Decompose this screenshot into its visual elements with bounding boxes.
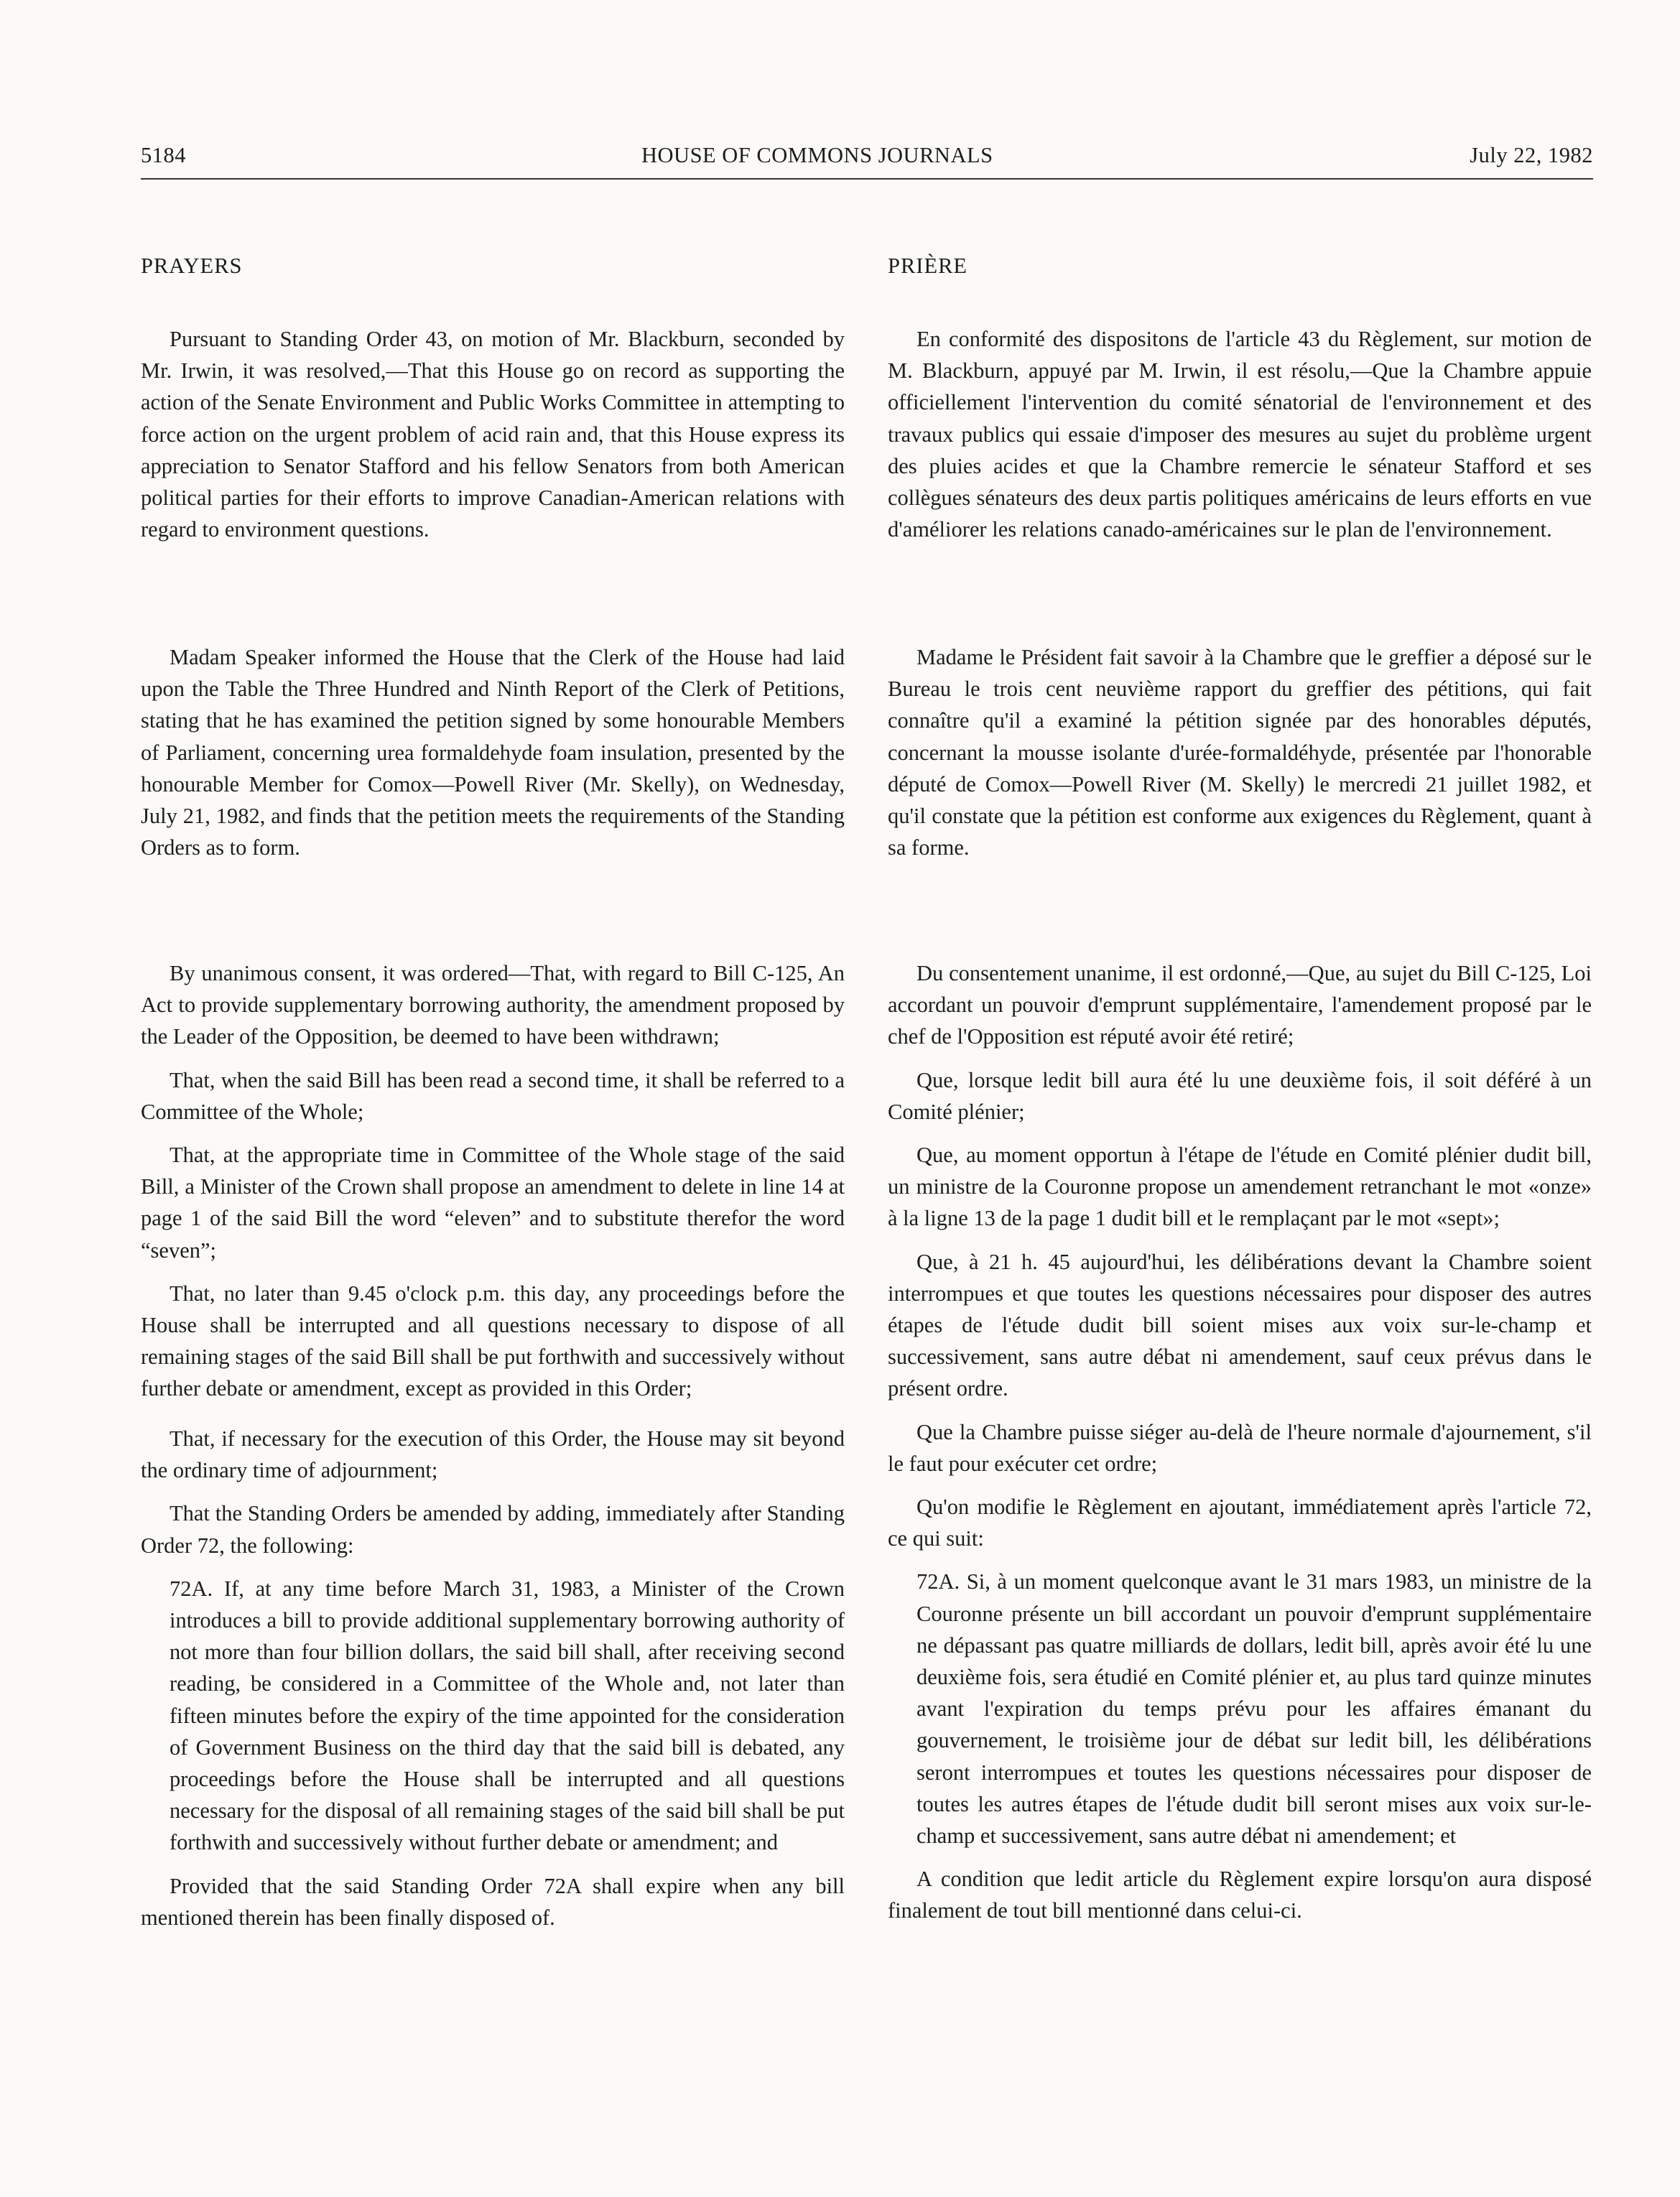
french-paragraph: Que la Chambre puisse siéger au-delà de l'heure normale d'ajournement, s'il le faut pour exécuter cet ordre;	[888, 1419, 1592, 1476]
french-order-block	[888, 957, 1592, 1927]
english-paragraph: That, if necessary for the execution of this Order, the House may sit beyond the ordinary time of adjournment;	[141, 1426, 845, 1483]
english-standing-order-72a: 72A. If, at any time before March 31, 1983, a Minister of the Crown introduces a bill to provide additional supplementary borrowing authority of not more than four billion dollars, the said bill shall, after receiving second reading, be considered in a Committee of the Whole and, not later than fifteen minutes before the expiry of the time appointed for the consideration of Government Business on the third day that the said bill is debated, any proceedings before the House shall be interrupted and all questions necessary for the disposal of all remaining stages of the said bill shall be put forthwith and successively without further debate or amendment; and	[170, 1576, 845, 1855]
french-paragraph: Que, à 21 h. 45 aujourd'hui, les délibérations devant la Chambre soient interrompues et que toutes les questions nécessaires pour disposer des autres étapes de l'étude dudit bill soient mises aux voix sur-le-champ et successivement, sans autre débat ni amendement, sauf ceux prévus dans le présent ordre.	[888, 1249, 1592, 1401]
french-paragraph: A condition que ledit article du Règlement expire lorsqu'on aura disposé finalement de tout bill mentionné dans celui-ci.	[888, 1867, 1592, 1923]
french-standing-order-72a: 72A. Si, à un moment quelconque avant le 31 mars 1983, un ministre de la Couronne présente un bill accordant un pouvoir d'emprunt supplémentaire ne dépassant pas quatre milliards de dollars, ledit bill, après avoir été lu une deuxième fois, sera étudié en Comité plénier et, au plus tard quinze minutes avant l'expiration du temps prévu pour les affaires émanant du gouvernement, le troisième jour de débat sur ledit bill, les délibérations seront interrompues et toutes les questions nécessaires pour disposer de toutes les autres étapes de l'étude dudit bill seront mises aux voix sur-le-champ et successivement, sans autre débat ni amendement; et	[916, 1569, 1592, 1849]
french-paragraph: Madame le Président fait savoir à la Chambre que le greffier a déposé sur le Bureau le trois cent neuvième rapport du greffier des pétitions, qui fait connaître qu'il a examiné la pétition signée par des honorables députés, concernant la mousse isolante d'urée-formaldéhyde, présentée par l'honorable député de Comox—Powell River (M. Skelly) le mercredi 21 juillet 1982, et qu'il constate que la pétition est conforme aux exigences du Règlement, quant à sa forme.	[888, 645, 1592, 860]
french-paragraph: Du consentement unanime, il est ordonné,—Que, au sujet du Bill C-125, Loi accordant un pouvoir d'emprunt supplémentaire, l'amendement proposé par le chef de l'Opposition est réputé avoir été retiré;	[888, 961, 1592, 1049]
french-paragraph-2-block	[888, 641, 1592, 863]
french-paragraph: Que, au moment opportun à l'étape de l'étude en Comité plénier dudit bill, un ministre de la Couronne propose un amendement retranchant le mot «onze» à la ligne 13 de la page 1 dudit bill et le remplaçant par le mot «sept»;	[888, 1143, 1592, 1231]
journal-title: HOUSE OF COMMONS JOURNALS	[641, 143, 993, 167]
french-paragraph-1-block	[888, 323, 1592, 545]
french-paragraph: Qu'on modifie le Règlement en ajoutant, immédiatement après l'article 72, ce qui suit:	[888, 1495, 1592, 1551]
page-number: 5184	[141, 143, 186, 167]
english-order-block-2	[141, 1423, 845, 1933]
english-order-block	[141, 957, 845, 1405]
french-paragraph: En conformité des dispositons de l'article 43 du Règlement, sur motion de M. Blackburn, appuyé par M. Irwin, il est résolu,—Que la Chambre appuie officiellement l'intervention du comité sénatorial de l'environnement et des travaux publics qui essaie d'imposer des mesures au sujet du problème urgent des pluies acides et que la Chambre remercie le sénateur Stafford et ses collègues sénateurs des deux partis politiques américains de leurs efforts en vue d'améliorer les relations canado-américaines sur le plan de l'environnement.	[888, 327, 1592, 542]
english-paragraph-2-block	[141, 641, 845, 863]
english-paragraph: Provided that the said Standing Order 72A shall expire when any bill mentioned therein has been finally disposed of.	[141, 1873, 845, 1930]
french-paragraph: Que, lorsque ledit bill aura été lu une deuxième fois, il soit déféré à un Comité plénier;	[888, 1067, 1592, 1124]
english-paragraph-1-block	[141, 323, 845, 545]
english-paragraph: Pursuant to Standing Order 43, on motion of Mr. Blackburn, seconded by Mr. Irwin, it was resolved,—That this House go on record as supporting the action of the Senate Environment and Public Works Committee in attempting to force action on the urgent problem of acid rain and, that this House express its appreciation to Senator Stafford and his fellow Senators from both American political parties for their efforts to improve Canadian-American relations with regard to environment questions.	[141, 327, 845, 542]
english-heading: PRAYERS	[141, 254, 243, 278]
english-paragraph: That the Standing Orders be amended by adding, immediately after Standing Order 72, the following:	[141, 1501, 845, 1558]
english-paragraph: Madam Speaker informed the House that the Clerk of the House had laid upon the Table the Three Hundred and Ninth Report of the Clerk of Petitions, stating that he has examined the petition signed by some honourable Members of Parliament, concerning urea formaldehyde foam insulation, presented by the honourable Member for Comox—Powell River (Mr. Skelly), on Wednesday, July 21, 1982, and finds that the petition meets the requirements of the Standing Orders as to form.	[141, 645, 845, 860]
english-paragraph: That, no later than 9.45 o'clock p.m. this day, any proceedings before the House shall be interrupted and all questions necessary to dispose of all remaining stages of the said Bill shall be put forthwith and successively without further debate or amendment, except as provided in this Order;	[141, 1281, 845, 1401]
french-heading: PRIÈRE	[888, 254, 968, 278]
english-paragraph: That, at the appropriate time in Committee of the Whole stage of the said Bill, a Minister of the Crown shall propose an amendment to delete in line 14 at page 1 of the said Bill the word “eleven” and to substitute therefor the word “seven”;	[141, 1143, 845, 1263]
english-paragraph: That, when the said Bill has been read a second time, it shall be referred to a Committee of the Whole;	[141, 1067, 845, 1124]
journal-date: July 22, 1982	[1470, 143, 1593, 167]
english-paragraph: By unanimous consent, it was ordered—That, with regard to Bill C-125, An Act to provide supplementary borrowing authority, the amendment proposed by the Leader of the Opposition, be deemed to have been withdrawn;	[141, 961, 845, 1049]
page-header	[141, 139, 1593, 180]
